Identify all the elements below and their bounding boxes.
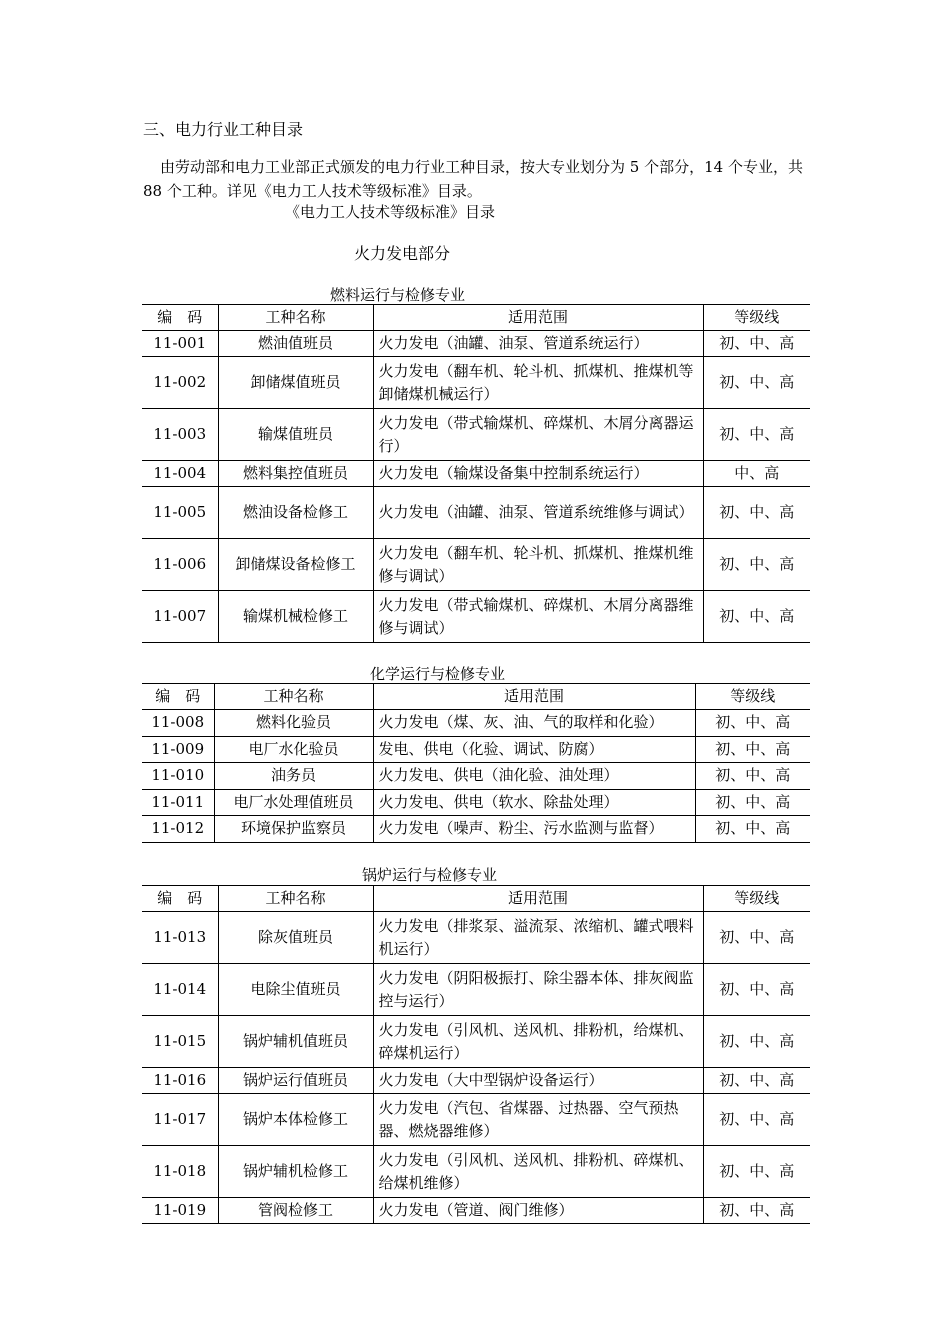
row-name: 输煤机械检修工 bbox=[218, 591, 373, 643]
header-scope: 适用范围 bbox=[373, 305, 703, 331]
row-grade: 初、中、高 bbox=[703, 539, 810, 591]
row-code: 11-010 bbox=[151, 766, 205, 785]
row-scope: 火力发电（管道、阀门维修） bbox=[373, 1198, 703, 1224]
table-row bbox=[142, 409, 810, 461]
row-scope: 火力发电（带式输煤机、碎煤机、木屑分离器运行） bbox=[373, 409, 703, 461]
row-grade: 初、中、高 bbox=[703, 487, 810, 539]
table-row bbox=[142, 1068, 810, 1094]
row-scope: 发电、供电（化验、调试、防腐） bbox=[373, 736, 695, 763]
row-scope: 火力发电（油罐、油泵、管道系统运行） bbox=[373, 331, 703, 357]
row-code: 11-012 bbox=[151, 819, 205, 838]
row-name: 除灰值班员 bbox=[218, 912, 373, 964]
row-code: 11-003 bbox=[153, 425, 207, 443]
row-scope: 火力发电（引风机、送风机、排粉机，给煤机、碎煤机运行） bbox=[373, 1016, 703, 1068]
section-heading: 三、电力行业工种目录 bbox=[143, 120, 304, 139]
header-grade: 等级线 bbox=[703, 886, 810, 912]
table-row bbox=[142, 763, 810, 790]
row-code: 11-001 bbox=[153, 334, 207, 352]
table-row bbox=[142, 461, 810, 487]
row-code: 11-014 bbox=[153, 980, 207, 998]
header-code: 编 码 bbox=[157, 308, 203, 326]
section-title-fuel: 燃料运行与检修专业 bbox=[330, 286, 466, 304]
row-code: 11-015 bbox=[153, 1032, 207, 1050]
part-title: 火力发电部分 bbox=[354, 244, 451, 263]
header-scope: 适用范围 bbox=[373, 684, 695, 710]
row-grade: 初、中、高 bbox=[695, 736, 810, 763]
table-row bbox=[142, 1094, 810, 1146]
row-name: 电除尘值班员 bbox=[218, 964, 373, 1016]
row-grade: 初、中、高 bbox=[695, 763, 810, 790]
table-fuel bbox=[142, 304, 810, 643]
row-name: 燃油设备检修工 bbox=[218, 487, 373, 539]
row-scope: 火力发电、供电（油化验、油处理） bbox=[373, 763, 695, 790]
row-name: 电厂水处理值班员 bbox=[214, 789, 373, 816]
row-grade: 中、高 bbox=[703, 461, 810, 487]
row-scope: 火力发电（煤、灰、油、气的取样和化验） bbox=[373, 710, 695, 737]
table-row bbox=[142, 331, 810, 357]
row-code: 11-018 bbox=[153, 1162, 207, 1180]
row-name: 管阀检修工 bbox=[218, 1198, 373, 1224]
row-scope: 火力发电（翻车机、轮斗机、抓煤机、推煤机等卸储煤机械运行） bbox=[373, 357, 703, 409]
row-scope: 火力发电（带式输煤机、碎煤机、木屑分离器维修与调试） bbox=[373, 591, 703, 643]
row-code: 11-017 bbox=[153, 1110, 207, 1128]
row-name: 电厂水化验员 bbox=[214, 736, 373, 763]
intro-paragraph: 由劳动部和电力工业部正式颁发的电力行业工种目录，按大专业划分为 5 个部分，14 个专业，共 88 个工种。详见《电力工人技术等级标准》目录。 bbox=[143, 158, 803, 200]
header-grade: 等级线 bbox=[695, 684, 810, 710]
row-scope: 火力发电（阴阳极振打、除尘器本体、排灰阀监控与运行） bbox=[373, 964, 703, 1016]
row-grade: 初、中、高 bbox=[703, 1146, 810, 1198]
row-code: 11-011 bbox=[151, 792, 205, 811]
table-row bbox=[142, 591, 810, 643]
header-code: 编 码 bbox=[155, 687, 201, 705]
header-name: 工种名称 bbox=[218, 886, 373, 912]
header-name: 工种名称 bbox=[218, 305, 373, 331]
row-grade: 初、中、高 bbox=[703, 1094, 810, 1146]
table-row bbox=[142, 1198, 810, 1224]
row-code: 11-009 bbox=[151, 739, 205, 758]
row-name: 锅炉本体检修工 bbox=[218, 1094, 373, 1146]
table-chemistry bbox=[142, 683, 810, 843]
row-code: 11-016 bbox=[153, 1071, 207, 1089]
row-code: 11-005 bbox=[153, 503, 207, 521]
row-code: 11-007 bbox=[153, 607, 207, 625]
row-grade: 初、中、高 bbox=[703, 357, 810, 409]
table-row bbox=[142, 539, 810, 591]
row-name: 燃料集控值班员 bbox=[218, 461, 373, 487]
table-boiler bbox=[142, 885, 810, 1224]
table-header-row bbox=[142, 684, 810, 710]
header-code: 编 码 bbox=[157, 889, 203, 907]
table-row bbox=[142, 789, 810, 816]
row-grade: 初、中、高 bbox=[703, 331, 810, 357]
row-name: 燃料化验员 bbox=[214, 710, 373, 737]
row-scope: 火力发电（噪声、粉尘、污水监测与监督） bbox=[373, 816, 695, 843]
row-code: 11-004 bbox=[153, 464, 207, 482]
table-row bbox=[142, 1016, 810, 1068]
row-code: 11-002 bbox=[153, 373, 207, 391]
row-name: 卸储煤设备检修工 bbox=[218, 539, 373, 591]
row-scope: 火力发电（排浆泵、溢流泵、浓缩机、罐式喂料机运行） bbox=[373, 912, 703, 964]
header-scope: 适用范围 bbox=[373, 886, 703, 912]
section-title-chemistry: 化学运行与检修专业 bbox=[370, 665, 506, 683]
table-header-row bbox=[142, 886, 810, 912]
row-scope: 火力发电（引风机、送风机、排粉机、碎煤机、给煤机维修） bbox=[373, 1146, 703, 1198]
row-grade: 初、中、高 bbox=[703, 409, 810, 461]
row-code: 11-019 bbox=[153, 1201, 207, 1219]
table-row bbox=[142, 357, 810, 409]
header-grade: 等级线 bbox=[703, 305, 810, 331]
row-name: 油务员 bbox=[214, 763, 373, 790]
row-grade: 初、中、高 bbox=[703, 591, 810, 643]
row-name: 燃油值班员 bbox=[218, 331, 373, 357]
section-title-boiler: 锅炉运行与检修专业 bbox=[362, 866, 498, 884]
row-code: 11-008 bbox=[151, 713, 205, 732]
row-grade: 初、中、高 bbox=[703, 1016, 810, 1068]
row-grade: 初、中、高 bbox=[703, 964, 810, 1016]
header-name: 工种名称 bbox=[214, 684, 373, 710]
table-row bbox=[142, 912, 810, 964]
row-scope: 火力发电（翻车机、轮斗机、抓煤机、推煤机维修与调试） bbox=[373, 539, 703, 591]
table-row bbox=[142, 964, 810, 1016]
row-name: 卸储煤值班员 bbox=[218, 357, 373, 409]
catalog-title: 《电力工人技术等级标准》目录 bbox=[285, 203, 496, 221]
row-grade: 初、中、高 bbox=[703, 1068, 810, 1094]
table-row bbox=[142, 816, 810, 843]
table-row bbox=[142, 487, 810, 539]
table-row bbox=[142, 736, 810, 763]
row-scope: 火力发电（大中型锅炉设备运行） bbox=[373, 1068, 703, 1094]
row-scope: 火力发电（汽包、省煤器、过热器、空气预热器、燃烧器维修） bbox=[373, 1094, 703, 1146]
row-name: 环境保护监察员 bbox=[214, 816, 373, 843]
row-code: 11-006 bbox=[153, 555, 207, 573]
row-grade: 初、中、高 bbox=[695, 816, 810, 843]
row-scope: 火力发电（输煤设备集中控制系统运行） bbox=[373, 461, 703, 487]
row-name: 锅炉辅机检修工 bbox=[218, 1146, 373, 1198]
row-code: 11-013 bbox=[153, 928, 207, 946]
table-header-row bbox=[142, 305, 810, 331]
row-grade: 初、中、高 bbox=[695, 710, 810, 737]
row-grade: 初、中、高 bbox=[695, 789, 810, 816]
row-grade: 初、中、高 bbox=[703, 912, 810, 964]
row-name: 输煤值班员 bbox=[218, 409, 373, 461]
row-name: 锅炉运行值班员 bbox=[218, 1068, 373, 1094]
table-row bbox=[142, 710, 810, 737]
row-name: 锅炉辅机值班员 bbox=[218, 1016, 373, 1068]
row-scope: 火力发电（油罐、油泵、管道系统维修与调试） bbox=[373, 487, 703, 539]
row-grade: 初、中、高 bbox=[703, 1198, 810, 1224]
row-scope: 火力发电、供电（软水、除盐处理） bbox=[373, 789, 695, 816]
table-row bbox=[142, 1146, 810, 1198]
